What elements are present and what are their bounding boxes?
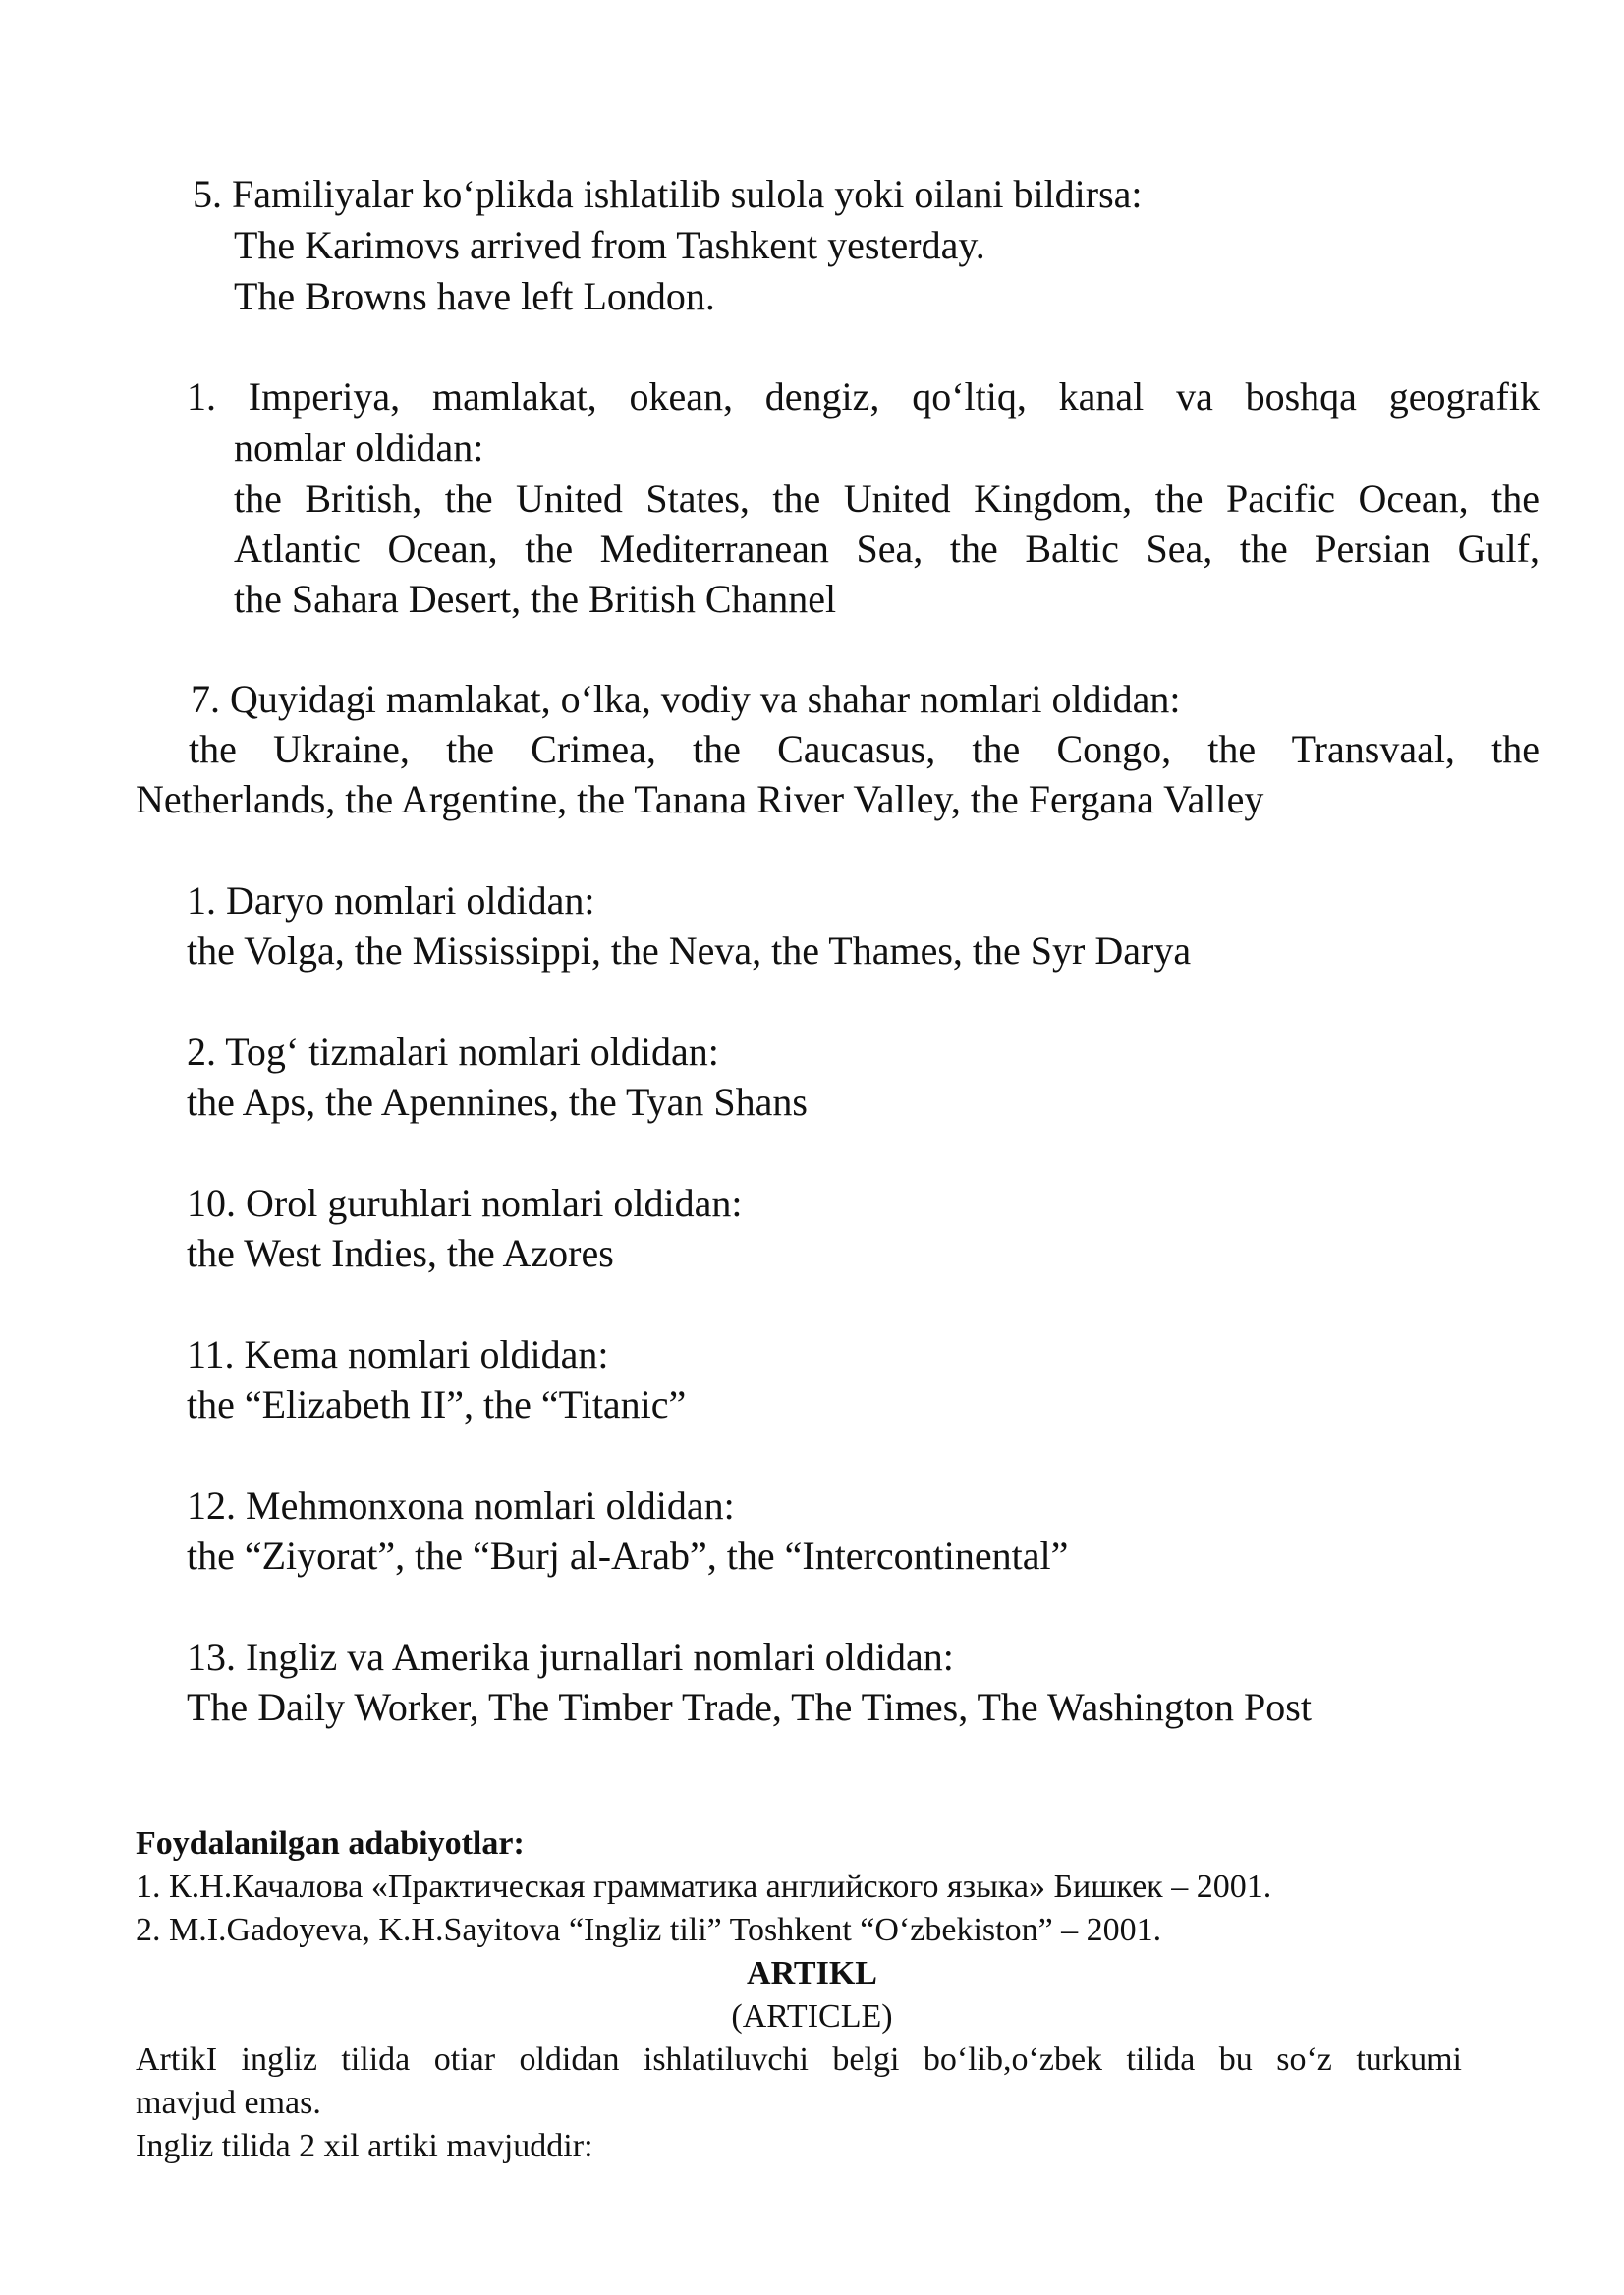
section-5-heading: 5. Familiyalar ko‘plikda ishlatilib sulola yoki oilani bildirsa:: [193, 172, 1143, 216]
section-5-example-1: The Karimovs arrived from Tashkent yesterday.: [234, 223, 985, 267]
section-11-heading: 11. Kema nomlari oldidan:: [187, 1332, 609, 1376]
article-paragraph-line1: ArtikI ingliz tilida otiar oldidan ishlatiluvchi belgi bo‘lib,o‘zbek tilida bu so‘z turkumi: [136, 2042, 1462, 2078]
section-12-example: the “Ziyorat”, the “Burj al-Arab”, the “Intercontinental”: [187, 1534, 1069, 1578]
section-geo-heading-line2: nomlar oldidan:: [234, 425, 484, 470]
section-12-heading: 12. Mehmonxona nomlari oldidan:: [187, 1483, 735, 1528]
section-geo-example-3: the Sahara Desert, the British Channel: [234, 577, 837, 621]
section-7-example-2: Netherlands, the Argentine, the Tanana River Valley, the Fergana Valley: [136, 777, 1264, 821]
section-13-heading: 13. Ingliz va Amerika jurnallari nomlari oldidan:: [187, 1635, 954, 1679]
article-subtitle: (ARTICLE): [731, 1998, 893, 2035]
section-11-example: the “Elizabeth II”, the “Titanic”: [187, 1382, 687, 1427]
article-title: ARTIKL: [747, 1955, 877, 1991]
section-7-example-1: the Ukraine, the Crimea, the Caucasus, the Congo, the Transvaal, the: [189, 727, 1540, 771]
section-geo-heading-line1: 1. Imperiya, mamlakat, okean, dengiz, qo‘ltiq, kanal va boshqa geografik: [187, 374, 1540, 419]
section-rivers-heading: 1. Daryo nomlari oldidan:: [187, 878, 595, 923]
references-title: Foydalanilgan adabiyotlar:: [136, 1825, 525, 1862]
article-paragraph-line3: Ingliz tilida 2 xil artiki mavjuddir:: [136, 2128, 593, 2164]
section-mountains-heading: 2. Tog‘ tizmalari nomlari oldidan:: [187, 1030, 719, 1074]
section-10-example: the West Indies, the Azores: [187, 1231, 614, 1275]
section-mountains-example: the Aps, the Apennines, the Tyan Shans: [187, 1080, 808, 1124]
section-rivers-example: the Volga, the Mississippi, the Neva, the Thames, the Syr Darya: [187, 928, 1192, 973]
section-geo-example-1: the British, the United States, the United Kingdom, the Pacific Ocean, the: [234, 476, 1540, 521]
section-13-example: The Daily Worker, The Timber Trade, The Times, The Washington Post: [187, 1685, 1312, 1729]
reference-item-1: 1. К.Н.Качалова «Практическая грамматика английского языка» Бишкек – 2001.: [136, 1869, 1272, 1905]
section-7-heading: 7. Quyidagi mamlakat, o‘lka, vodiy va shahar nomlari oldidan:: [191, 677, 1181, 721]
section-geo-example-2: Atlantic Ocean, the Mediterranean Sea, the Baltic Sea, the Persian Gulf,: [234, 527, 1540, 571]
article-paragraph-line2: mavjud emas.: [136, 2085, 321, 2121]
section-5-example-2: The Browns have left London.: [234, 274, 715, 318]
section-10-heading: 10. Orol guruhlari nomlari oldidan:: [187, 1181, 743, 1225]
reference-item-2: 2. M.I.Gadoyeva, K.H.Sayitova “Ingliz tili” Toshkent “O‘zbekiston” – 2001.: [136, 1912, 1162, 1948]
